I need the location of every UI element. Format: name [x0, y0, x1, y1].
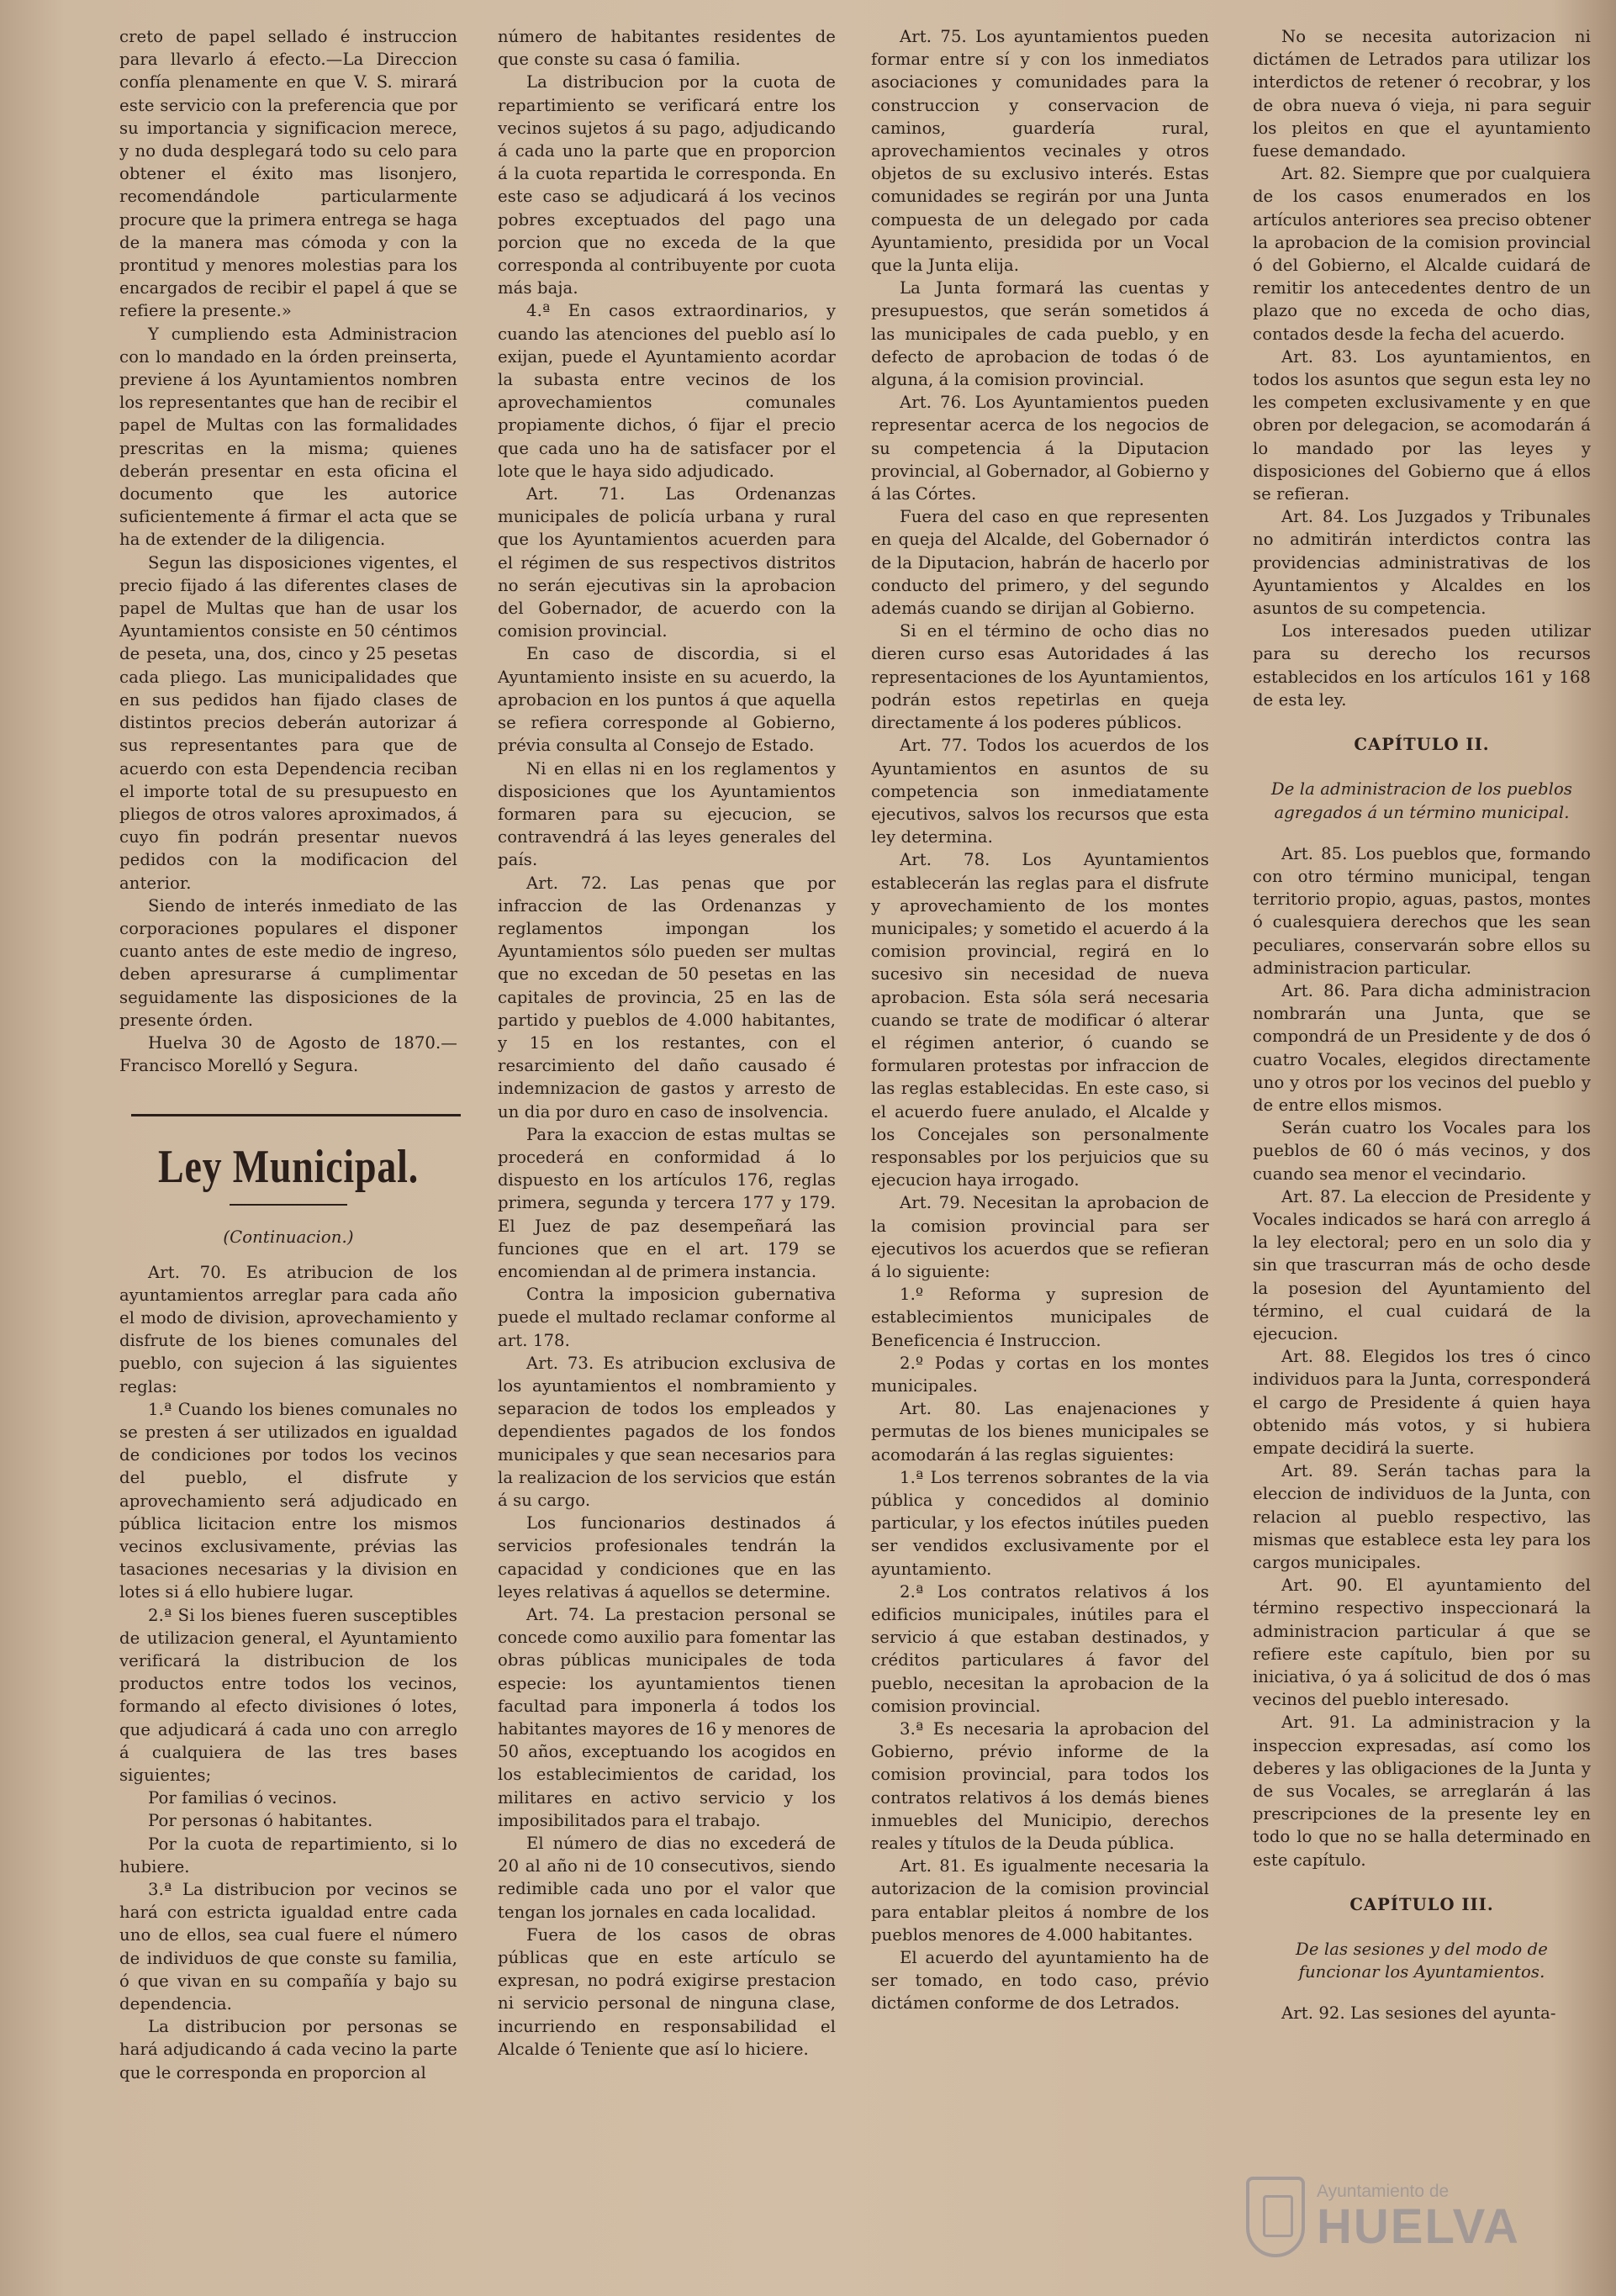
paragraph: Si en el término de ocho dias no dieren curso esas Autoridades á las representaciones de los Ayuntamientos, podrán estos repetirlas en queja directamente á los poderes públicos. [871, 621, 1209, 733]
article-85: Art. 85. Los pueblos que, formando con otro término municipal, tengan territorio propio, aguas, pastos, montes ó cualesquiera derechos que les sean peculiares, conservarán sobre ellos su administracion particular. [1253, 843, 1591, 978]
rule-4: 4.ª En casos extraordinarios, y cuando las atenciones del pueblo así lo exijan, puede el Ayuntamiento acordar la subasta entre vecinos de los aprovechamientos comunales propiamente dichos, ó fijar el precio que cada uno ha de satisfacer por el lote que le haya sido adjudicado. [498, 301, 836, 481]
article-92: Art. 92. Las sesiones del ayunta- [1281, 2003, 1556, 2024]
paragraph: Para la exaccion de estas multas se procederá en conformidad á lo dispuesto en los artículos 176, reglas primera, segunda y tercera 177 y 179. El Juez de paz desempeñará las funciones que en el art. 179 se encomiendan al de primera instancia. [498, 1124, 836, 1281]
paragraph: Siendo de interés inmediato de las corporaciones populares el disponer cuanto antes de este medio de ingreso, deben apresurarse á cumplimentar seguidamente las disposiciones de la presente órden. [119, 895, 457, 1030]
paragraph: La distribucion por la cuota de repartimiento se verificará entre los vecinos sujetos á su pago, adjudicando á cada uno la parte que en proporcion á la cuota repartida le corresponda. En este caso se adjudicará á los vecinos pobres exceptuados del pago una porcion que no exceda de la que corresponda al contribuyente por cuota más baja. [498, 72, 836, 298]
chapter-heading: CAPÍTULO III. [1349, 1894, 1494, 1914]
signature-line: Huelva 30 de Agosto de 1870.— Francisco Morelló y Segura. [119, 1032, 457, 1076]
section-divider [131, 1114, 461, 1116]
article-81: Art. 81. Es igualmente necesaria la autorizacion de la comision provincial para entablar pleitos á nombre de los pueblos menores de 4.000 habitantes. [871, 1856, 1209, 1945]
list-item: 1.º Reforma y supresion de establecimientos municipales de Beneficencia é Instruccion. [871, 1285, 1209, 1350]
paragraph: La Junta formará las cuentas y presupuestos, que serán sometidos á las municipales de cada pueblo, y en defecto de aprobacion de todas ó de alguna, á la comision provincial. [871, 278, 1209, 390]
article-88: Art. 88. Elegidos los tres ó cinco individuos para la Junta, corresponderá el cargo de Presidente á quien haya obtenido más votos, y si hubiera empate decidirá la suerte. [1253, 1347, 1591, 1458]
article-83: Art. 83. Los ayuntamientos, en todos los asuntos que segun esta ley no les competen exclusivamente y en que obren por delegacion, se acomodarán á lo mandado por las leyes y disposiciones del Gobierno que á ellos se refieran. [1253, 346, 1591, 504]
coat-of-arms-icon [1246, 2177, 1305, 2257]
article-78: Art. 78. Los Ayuntamientos establecerán las reglas para el disfrute y aprovechamiento de los montes municipales; y sometido el acuerdo á la comision provincial, regirá en lo sucesivo sin necesidad de nueva aprobacion. Esta sóla será necesaria cuando se trate de modificar ó alterar el régimen anterior, ó cuando se formularen protestas por infraccion de las reglas establecidas. En este caso, si el acuerdo fuere anulado, el Alcalde y los Concejales son personalmente responsables por los perjuicios que su ejecucion haya irrogado. [871, 850, 1209, 1190]
paragraph: El acuerdo del ayuntamiento ha de ser tomado, en todo caso, prévio dictámen conforme de dos Letrados. [871, 1948, 1209, 2014]
paragraph: Y cumpliendo esta Administracion con lo mandado en la órden preinserta, previene á los Ayuntamientos nombren los representantes que han de recibir el papel de Multas con las formalidades prescritas en la misma; quienes deberán presentar en esta oficina el documento que les autorice suficientemente á firmar el acta que se ha de extender de la diligencia. [119, 324, 457, 550]
basis-item: Por familias ó vecinos. [148, 1788, 337, 1808]
article-72: Art. 72. Las penas que por infraccion de las Ordenanzas y reglamentos impongan los Ayuntamientos sólo pueden ser multas que no excedan de 50 pesetas en las capitales de provincia, 25 en las de partido y pueblos de 4.000 habitantes, y 15 en los restantes, con el resarcimiento del daño causado é indemnizacion de gastos y arresto de un dia por duro en caso de insolvencia. [498, 873, 836, 1122]
paragraph: Serán cuatro los Vocales para los pueblos de 60 ó más vecinos, y dos cuando sea menor el vecindario. [1253, 1118, 1591, 1184]
paragraph: Segun las disposiciones vigentes, el precio fijado á las diferentes clases de papel de Multas que han de usar los Ayuntamientos consiste en 50 céntimos de peseta, una, dos, cinco y 25 pesetas cada pliego. Las municipalidades que en sus pedidos han fijado clases de distintos precios deberán autorizar á sus representantes para que de acuerdo con esta Dependencia reciban el importe total de su presupuesto en pliegos de otros valores aproximados, á cuyo fin podrán presentar nuevos pedidos con la modificacion del anterior. [119, 552, 457, 893]
watermark-text [1317, 2182, 1520, 2252]
paragraph: El número de dias no excederá de 20 al año ni de 10 consecutivos, siendo redimible cada uno por el valor que tengan los jornales en cada localidad. [498, 1834, 836, 1922]
article-74: Art. 74. La prestacion personal se concede como auxilio para fomentar las obras públicas municipales de toda especie: los ayuntamientos tienen facultad para imponerla á todos los habitantes mayores de 16 y menores de 50 años, exceptuando los acogidos en los establecimientos de caridad, los militares en activo servicio y los imposibilitados para el trabajo. [498, 1605, 836, 1830]
paragraph: No se necesita autorizacion ni dictámen de Letrados para utilizar los interdictos de retener ó recobrar, y los de obra nueva ó vieja, ni para seguir los pleitos en que el ayuntamiento fuese demandado. [1253, 27, 1591, 161]
list-item: 1.ª Los terrenos sobrantes de la via pública y concedidos al dominio particular, y los efectos inútiles pueden ser vendidos exclusivamente por el ayuntamiento. [871, 1467, 1209, 1579]
article-87: Art. 87. La eleccion de Presidente y Vocales indicados se hará con arreglo á la ley electoral; pero en un solo dia y sin que trascurran más de ocho desde la posesion del Ayuntamiento del término, el cual cuidará de la ejecucion. [1253, 1186, 1591, 1343]
watermark-line-1: Ayuntamiento de [1317, 2182, 1450, 2201]
paragraph: Los interesados pueden utilizar para su derecho los recursos establecidos en los artículos 161 y 168 de esta ley. [1253, 621, 1591, 710]
list-item: 2.º Podas y cortas en los montes municipales. [871, 1353, 1209, 1396]
column-1 [119, 25, 457, 2084]
basis-item: Por la cuota de repartimiento, si lo hubiere. [119, 1834, 457, 1876]
article-76: Art. 76. Los Ayuntamientos pueden representar acerca de los negocios de su competencia á la Diputacion provincial, al Gobernador, al Gobierno y á las Córtes. [871, 393, 1209, 504]
article-79: Art. 79. Necesitan la aprobacion de la comision provincial para ser ejecutivos los acuerdos que se refieran á lo siguiente: [871, 1193, 1209, 1281]
column-3 [871, 25, 1209, 2015]
paragraph: Contra la imposicion gubernativa puede el multado reclamar conforme al art. 178. [498, 1285, 836, 1350]
paragraph: número de habitantes residentes de que conste su casa ó familia. [498, 27, 836, 70]
paragraph: Los funcionarios destinados á servicios profesionales tendrán la capacidad y condiciones que en las leyes relativas á aquellos se determine. [498, 1513, 836, 1602]
article-70: Art. 70. Es atribucion de los ayuntamientos arreglar para cada año el modo de division, aprovechamiento y disfrute de los bienes comunales del pueblo, con sujecion á las siguientes reglas: [119, 1262, 457, 1396]
list-item: 2.ª Los contratos relativos á los edificios municipales, inútiles para el servicio á que estaban destinados, y créditos particulares á favor del pueblo, necesitan la aprobacion de la comision provincial. [871, 1581, 1209, 1716]
rule-2: 2.ª Si los bienes fueren susceptibles de utilizacion general, el Ayuntamiento verificará la distribucion de los productos entre todos los vecinos, formando al efecto divisiones ó lotes, que adjudicará á cada uno con arreglo á cualquiera de las tres bases siguientes; [119, 1605, 457, 1786]
article-89: Art. 89. Serán tachas para la eleccion de individuos de la Junta, con relacion al pueblo respectivo, las mismas que establece esta ley para los cargos municipales. [1253, 1461, 1591, 1572]
article-73: Art. 73. Es atribucion exclusiva de los ayuntamientos el nombramiento y separacion de todos los empleados y dependientes pagados de los fondos municipales y que sean necesarios para la realizacion de los servicios que están á su cargo. [498, 1353, 836, 1510]
rule-3: 3.ª La distribucion por vecinos se hará con estricta igualdad entre cada uno de ellos, sea cual fuere el número de individuos de que conste su familia, ó que vivan en su compañía y bajo su dependencia. [119, 1880, 457, 2014]
paragraph: En caso de discordia, si el Ayuntamiento insiste en su acuerdo, la aprobacion en los puntos á que aquella se refiera corresponde al Gobierno, prévia consulta al Consejo de Estado. [498, 644, 836, 756]
paragraph: creto de papel sellado é instruccion para llevarlo á efecto.—La Direccion confía plenamente en que V. S. mirará este servicio con la preferencia que por su importancia y significacion merece, y no duda desplegará todo su celo para obtener el éxito mas lisonjero, recomendándole particularmente procure que la primera entrega se haga de la manera mas cómoda y con la prontitud y menores molestias para los encargados de recibir el papel á que se refiere la presente.» [119, 27, 457, 321]
paragraph: La distribucion por personas se hará adjudicando á cada vecino la parte que le corresponda en proporcion al [119, 2017, 457, 2082]
article-90: Art. 90. El ayuntamiento del término respectivo inspeccionará la administracion particular á que se refiere este capítulo, bien por su iniciativa, ó ya á solicitud de dos ó mas vecinos del pueblo interesado. [1253, 1576, 1591, 1710]
rule-1: 1.ª Cuando los bienes comunales no se presten á ser utilizados en igualdad de condiciones por todos los vecinos del pueblo, el disfrute y aprovechamiento será adjudicado en pública licitacion entre los mismos vecinos exclusivamente, prévias las tasaciones necesarias y la division en lotes si á ello hubiere lugar. [119, 1399, 457, 1602]
continuation-note: (Continuacion.) [223, 1227, 354, 1248]
chapter-subtitle: De las sesiones y del modo de funcionar los Ayuntamientos. [1296, 1940, 1548, 1982]
column-4 [1253, 25, 1591, 2025]
title-underline [230, 1204, 347, 1206]
paragraph: Fuera de los casos de obras públicas que en este artículo se expresan, no podrá exigirse prestacion ni servicio personal de ninguna clase, incurriendo en responsabilidad el Alcalde ó Teniente que así lo hiciere. [498, 1924, 836, 2059]
article-71: Art. 71. Las Ordenanzas municipales de policía urbana y rural que los Ayuntamientos acuerden para el régimen de sus respectivos distritos no serán ejecutivas sin la aprobacion del Gobernador, de acuerdo con la comision provincial. [498, 484, 836, 641]
article-84: Art. 84. Los Juzgados y Tribunales no admitirán interdictos contra las providencias administrativas de los Ayuntamientos y Alcaldes en los asuntos de su competencia. [1253, 507, 1591, 619]
list-item: 3.ª Es necesaria la aprobacion del Gobierno, prévio informe de la comision provincial, para todos los contratos relativos á los demás bienes inmuebles del Municipio, derechos reales y títulos de la Deuda pública. [871, 1719, 1209, 1854]
watermark-line-2: HUELVA [1317, 2199, 1520, 2254]
article-82: Art. 82. Siempre que por cualquiera de los casos enumerados en los artículos anteriores sea preciso obtener la aprobacion de la comision provincial ó del Gobierno, el Alcalde cuidará de remitir los antecedentes dentro de un plazo que no exceda de ocho dias, contados desde la fecha del acuerdo. [1253, 164, 1591, 344]
article-86: Art. 86. Para dicha administracion nombrarán una Junta, que se compondrá de un Presidente y de dos ó cuatro Vocales, elegidos directamente uno y otros por los vecinos del pueblo y de entre ellos mismos. [1253, 980, 1591, 1115]
chapter-heading: CAPÍTULO II. [1354, 735, 1490, 755]
archive-watermark [1246, 2167, 1549, 2267]
law-title: Ley Municipal. [158, 1141, 419, 1194]
basis-item: Por personas ó habitantes. [148, 1811, 373, 1831]
article-77: Art. 77. Todos los acuerdos de los Ayuntamientos en asuntos de su competencia son inmediatamente ejecutivos, salvos los recursos que esta ley determina. [871, 736, 1209, 847]
article-75: Art. 75. Los ayuntamientos pueden formar entre sí y con los inmediatos asociaciones y comunidades para la construccion y conservacion de caminos, guardería rural, aprovechamientos vecinales y otros objetos de su exclusivo interés. Estas comunidades se regirán por una Junta compuesta de un delegado por cada Ayuntamiento, presidida por un Vocal que la Junta elija. [871, 27, 1209, 276]
column-2 [498, 25, 836, 2061]
paragraph: Ni en ellas ni en los reglamentos y disposiciones que los Ayuntamientos formaren para su ejecucion, se contravendrá á las leyes generales del país. [498, 758, 836, 870]
article-80: Art. 80. Las enajenaciones y permutas de los bienes municipales se acomodarán á las reglas siguientes: [871, 1399, 1209, 1465]
paragraph: Fuera del caso en que representen en queja del Alcalde, del Gobernador ó de la Diputacion, habrán de hacerlo por conducto del primero, y del segundo además cuando se dirijan al Gobierno. [871, 507, 1209, 619]
chapter-subtitle: De la administracion de los pueblos agregados á un término municipal. [1270, 779, 1573, 822]
article-91: Art. 91. La administracion y la inspeccion expresadas, así como los deberes y las obligaciones de la Junta y de sus Vocales, se arreglarán á las prescripciones de la presente ley en todo lo que no se halla determinado en este capítulo. [1253, 1713, 1591, 1870]
